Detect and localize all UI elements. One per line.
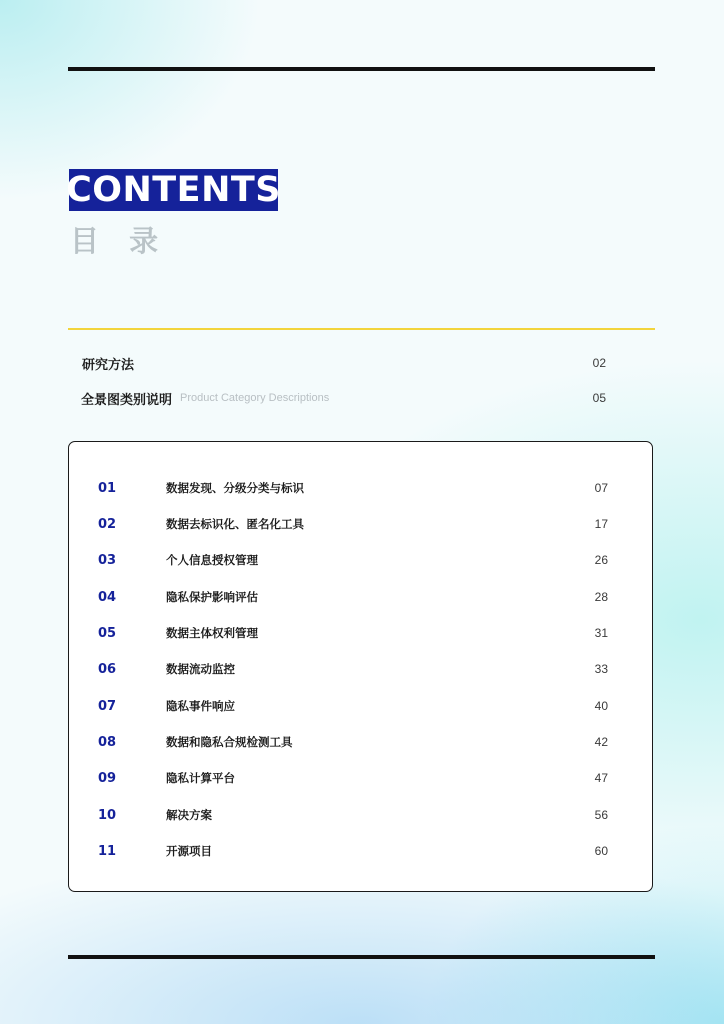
toc-item-page: 47 [594,771,608,785]
pre-entry-subtitle: Product Category Descriptions [180,392,330,404]
toc-item-number: 01 [98,480,117,496]
contents-heading: CONTENTS [66,169,281,210]
toc-item-label: 隐私保护影响评估 [166,590,258,604]
toc-card [68,441,653,892]
toc-item[interactable] [98,805,608,825]
toc-item-number: 09 [98,770,117,786]
toc-item-number: 04 [98,589,117,605]
toc-item-label: 数据和隐私合规检测工具 [166,735,293,749]
toc-item-label: 个人信息授权管理 [166,553,258,567]
pre-entry-page: 02 [592,356,606,370]
contents-heading-box [66,169,281,211]
chinese-title: 目 录 [70,224,169,258]
toc-item[interactable] [98,478,608,498]
toc-item-number: 02 [98,516,117,532]
toc-item[interactable] [98,841,608,861]
top-divider [68,67,655,71]
toc-item[interactable] [98,550,608,570]
toc-item-page: 42 [594,735,608,749]
toc-item-number: 07 [98,698,117,714]
yellow-divider [68,328,655,330]
toc-item-label: 数据主体权利管理 [166,626,258,640]
toc-pre-entry[interactable] [82,353,606,373]
toc-item-number: 10 [98,807,117,823]
toc-item-page: 56 [594,808,608,822]
toc-item-number: 05 [98,625,117,641]
toc-pre-entry[interactable] [81,388,606,408]
toc-item-page: 07 [594,481,608,495]
toc-item-page: 26 [594,553,608,567]
toc-item-label: 数据发现、分级分类与标识 [166,481,304,495]
toc-item[interactable] [98,623,608,643]
toc-item-page: 40 [594,699,608,713]
toc-item[interactable] [98,659,608,679]
pre-entry-title: 研究方法 [82,357,135,373]
toc-item-label: 解决方案 [166,808,212,822]
toc-item[interactable] [98,732,608,752]
toc-item-label: 开源项目 [166,844,212,858]
toc-item-label: 数据流动监控 [166,662,235,676]
toc-item[interactable] [98,768,608,788]
toc-item-label: 隐私事件响应 [166,699,235,713]
pre-entry-page: 05 [592,391,606,405]
bottom-divider [68,955,655,959]
toc-item-label: 隐私计算平台 [166,771,235,785]
toc-item-page: 33 [594,662,608,676]
toc-item[interactable] [98,696,608,716]
toc-item-number: 08 [98,734,117,750]
toc-item-page: 60 [594,844,608,858]
toc-item[interactable] [98,514,608,534]
toc-item-number: 06 [98,661,117,677]
toc-item-page: 17 [594,517,608,531]
toc-item-number: 03 [98,552,117,568]
toc-item-number: 11 [98,843,117,859]
toc-item-label: 数据去标识化、匿名化工具 [166,517,304,531]
toc-item-page: 31 [594,626,608,640]
toc-item[interactable] [98,587,608,607]
pre-entry-title: 全景图类别说明 [81,392,173,408]
toc-item-page: 28 [594,590,608,604]
